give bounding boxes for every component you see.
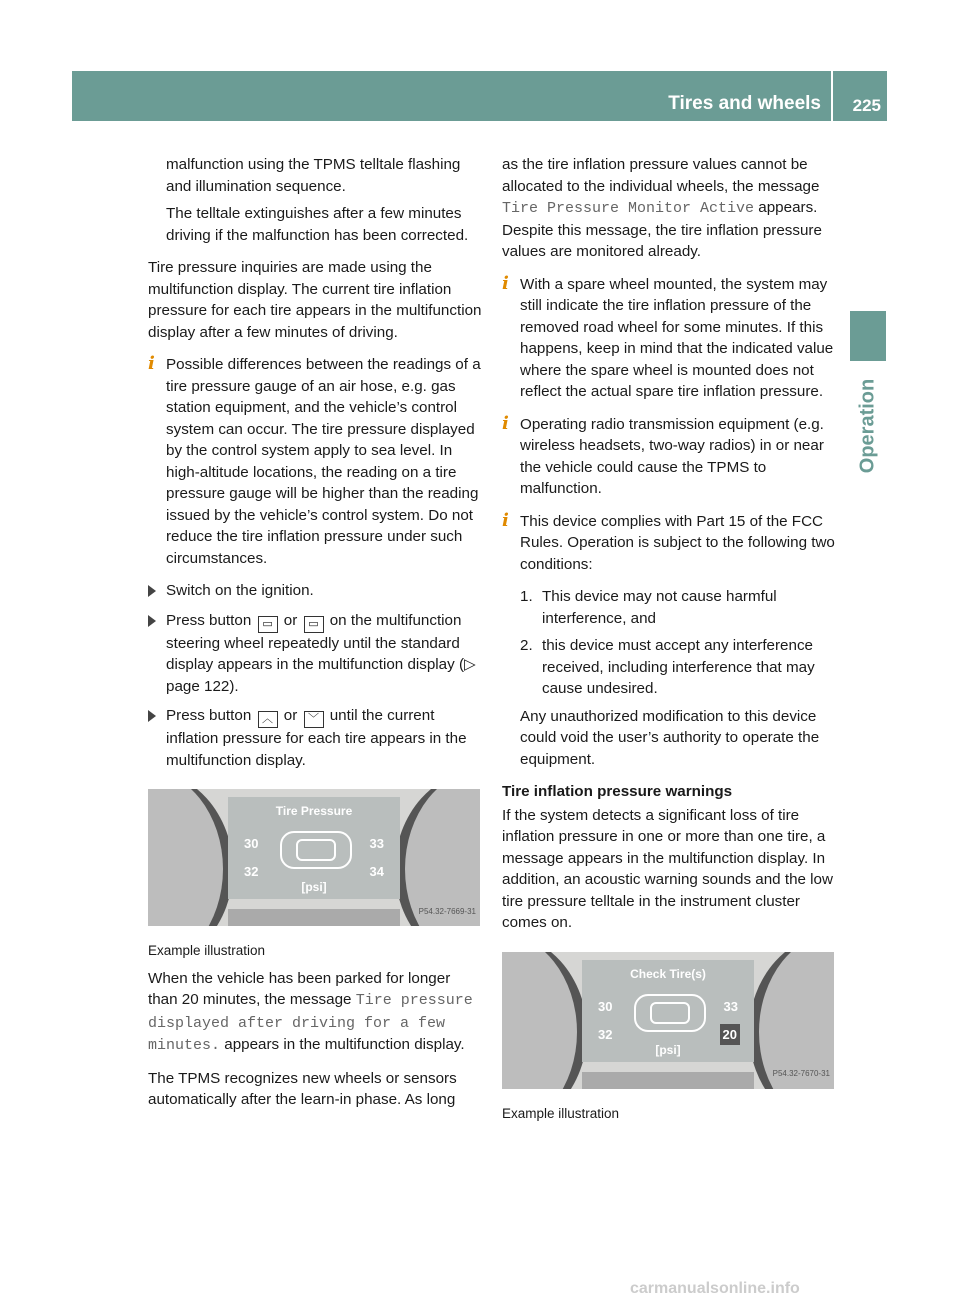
down-button-icon: ﹀ — [304, 711, 324, 728]
side-tab-marker — [850, 311, 886, 361]
list-item — [502, 586, 836, 629]
header-divider — [831, 71, 833, 121]
step-arrow-icon — [148, 710, 156, 722]
display-bar — [582, 1072, 754, 1089]
display-back-button-icon: ▭ — [258, 616, 278, 633]
paragraph: If the system detects a significant loss of tire inflation pressure in one or more than one tire, a message appears in the multifunction display. In addition, an acoustic warning sounds and the low tire pressure telltale in the instrument cluster comes on. — [502, 806, 833, 931]
page-reference[interactable]: ▷ page 122). — [166, 656, 476, 695]
figure-caption: Example illustration — [502, 1105, 620, 1121]
paragraph: malfunction using the TPMS telltale flashing and illumination sequence. — [166, 156, 461, 195]
side-tab-label: Operation — [856, 378, 879, 474]
tire-pressure-illustration — [148, 789, 480, 926]
figure-code: P54.32-7669-31 — [418, 906, 476, 916]
info-icon: i — [502, 509, 509, 531]
figure-code: P54.32-7670-31 — [772, 1069, 830, 1078]
multifunction-display — [228, 797, 400, 899]
step-text: Switch on the ignition. — [166, 582, 314, 599]
display-title: Check Tire(s) — [630, 966, 706, 981]
info-text: Possible differences between the readings of a tire pressure gauge of an air hose, e.g. gas station equipment, and the vehicle’s control system can occur. The tire pressure displayed by the control system apply to sea level. In high-altitude locations, the reading on a tire pressure gauge will be higher than the reading issued by the vehicle’s control system. Do not reduce the tire inflation pressure under such circumstances. — [166, 356, 481, 567]
multifunction-display — [582, 960, 754, 1062]
section-title: Tires and wheels — [668, 93, 821, 114]
step-text: or — [283, 707, 298, 724]
page-number: 225 — [852, 96, 881, 115]
info-note — [148, 354, 482, 569]
step-text: or — [283, 611, 298, 629]
car-outline-icon — [280, 831, 352, 869]
paragraph — [148, 968, 482, 1057]
info-note — [502, 511, 836, 576]
left-column — [148, 154, 482, 1122]
pressure-unit: [psi] — [655, 1042, 681, 1057]
paragraph: The TPMS recognizes new wheels or sensors automatically after the learn-in phase. As long — [148, 1069, 457, 1108]
list-text: This device may not cause harmful interference, and — [542, 588, 777, 627]
paragraph — [502, 154, 836, 263]
message-text: Tire pressure displayed after driving for a few minutes. — [148, 992, 473, 1054]
pressure-unit: [psi] — [301, 880, 327, 894]
paragraph-text: appears. Despite this message, the tire inflation pressure values are monitored already. — [502, 199, 822, 260]
paragraph-text: as the tire inflation pressure values cannot be allocated to the individual wheels, the message — [502, 156, 820, 195]
info-icon: i — [502, 272, 509, 294]
info-text: This device complies with Part 15 of the FCC Rules. Operation is subject to the following two conditions: — [520, 512, 835, 573]
info-icon: i — [502, 412, 509, 434]
pressure-front-left: 30 — [244, 836, 259, 851]
step-text: on the multifunction steering wheel repeatedly until the standard display appears in the multifunction display ( — [166, 611, 465, 673]
step-text: until the current inflation pressure for each tire appears in the multifunction display. — [166, 707, 467, 769]
info-note — [502, 274, 836, 403]
info-text: With a spare wheel mounted, the system may still indicate the tire inflation pressure of the removed road wheel for some minutes. If this happens, keep in mind that the indicated value where the spare wheel is mounted does not reflect the actual spare tire inflation pressure. — [520, 275, 834, 400]
info-text: Operating radio transmission equipment (e.g. wireless headsets, two-way radios) in or near the vehicle could cause the TPMS to malfunction. — [520, 415, 824, 497]
pressure-rear-left: 32 — [244, 864, 259, 879]
pressure-front-right: 33 — [723, 998, 738, 1014]
step-text: Press button — [166, 707, 252, 724]
section-heading: Tire inflation pressure warnings — [502, 783, 733, 800]
info-icon: i — [148, 353, 155, 374]
display-title: Tire Pressure — [275, 804, 353, 818]
list-number: 1. — [520, 588, 533, 605]
gauge-left — [502, 952, 587, 1089]
step-arrow-icon — [148, 585, 156, 597]
paragraph: The telltale extinguishes after a few minutes driving if the malfunction has been corrected. — [166, 205, 469, 244]
pressure-front-left: 30 — [598, 998, 613, 1014]
paragraph: Tire pressure inquiries are made using the multifunction display. The current tire inflation pressure for each tire appears in the multifunction display after a few minutes of driving. — [148, 259, 482, 341]
pressure-front-right: 33 — [369, 836, 384, 851]
figure-caption: Example illustration — [148, 943, 266, 958]
message-text: Tire Pressure Monitor Active — [502, 200, 755, 217]
step-arrow-icon — [148, 615, 156, 627]
list-item — [502, 635, 836, 700]
gauge-left — [148, 789, 233, 926]
step-text: Press button — [166, 611, 252, 629]
pressure-rear-right: 34 — [369, 864, 384, 879]
right-column — [502, 154, 836, 1130]
display-bar — [228, 909, 400, 926]
step — [148, 580, 482, 602]
paragraph-text: appears in the multifunction display. — [224, 1036, 465, 1053]
info-note — [502, 414, 836, 500]
watermark: carmanualsonline.info — [630, 1280, 800, 1297]
check-tires-illustration — [502, 952, 834, 1089]
paragraph-text: When the vehicle has been parked for longer than 20 minutes, the message — [148, 969, 451, 1008]
display-forward-button-icon: ▭ — [304, 616, 324, 633]
list-number: 2. — [520, 637, 533, 654]
side-tab — [850, 361, 886, 491]
list-text: this device must accept any interference received, including interference that may cause undesired. — [542, 637, 815, 697]
page-header — [72, 71, 887, 121]
up-button-icon: ︿ — [258, 711, 278, 728]
paragraph: Any unauthorized modification to this device could void the user’s authority to operate the equipment. — [520, 707, 820, 768]
pressure-rear-left: 32 — [598, 1026, 613, 1042]
step — [148, 610, 482, 698]
car-outline-icon — [634, 994, 706, 1032]
step — [148, 705, 482, 771]
pressure-rear-right-warning: 20 — [720, 1024, 740, 1046]
